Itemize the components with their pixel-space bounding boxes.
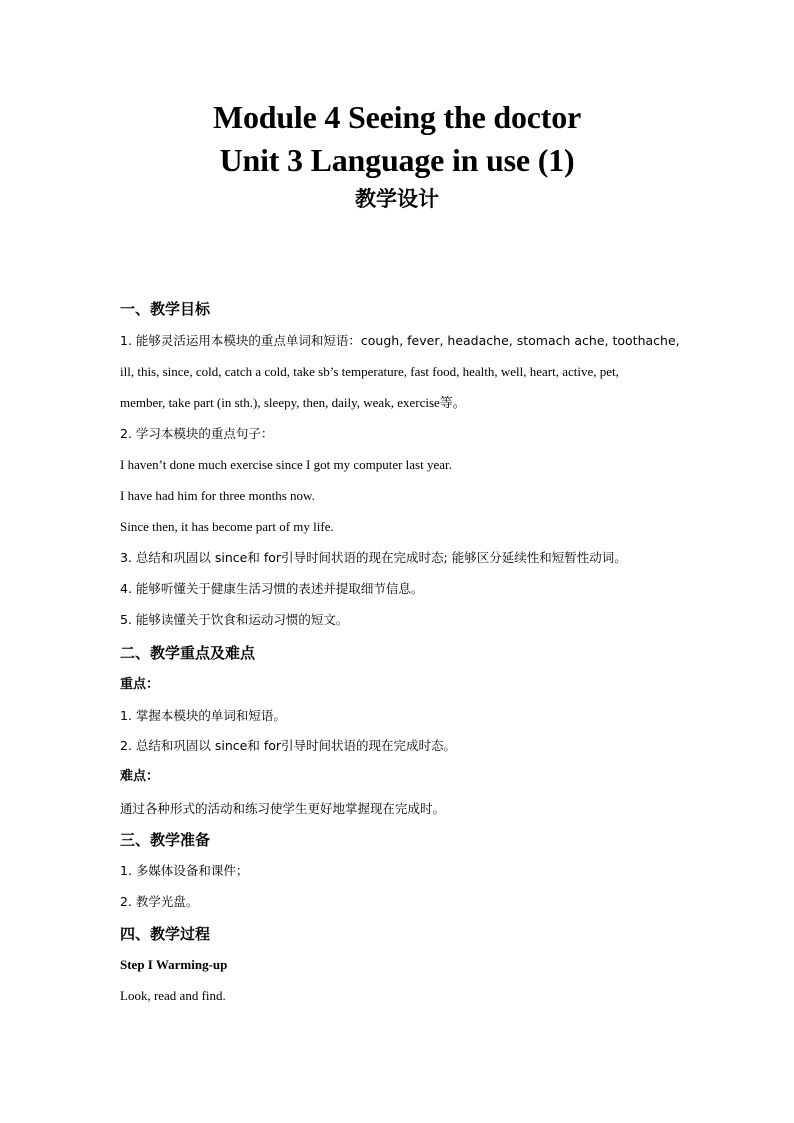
preparation-item-1: 1. 多媒体设备和课件；: [120, 863, 249, 878]
objective-item-1-line-3: member, take part (in sth.), sleepy, then, daily, weak, exercise等。: [120, 395, 466, 410]
objective-item-2: 2. 学习本模块的重点句子：: [120, 426, 274, 441]
objective-item-1-line-2: ill, this, since, cold, catch a cold, take sb’s temperature, fast food, health, well, heart, active, pet,: [120, 364, 619, 379]
key-points-label: 重点：: [120, 677, 160, 692]
objective-item-5: 5. 能够读懂关于饮食和运动习惯的短文。: [120, 612, 349, 627]
section-heading-preparation: 三、教学准备: [120, 831, 211, 849]
objective-item-1-line-1: 1. 能够灵活运用本模块的重点单词和短语：cough, fever, headache, stomach ache, toothache,: [120, 333, 680, 348]
objective-item-3: 3. 总结和巩固以 since和 for引导时间状语的现在完成时态; 能够区分延续性和短暂性动词。: [120, 550, 627, 565]
step-1-instruction: Look, read and find.: [120, 988, 226, 1003]
difficulty-item: 通过各种形式的活动和练习使学生更好地掌握现在完成时。: [120, 801, 446, 816]
document-title-unit: Unit 3 Language in use (1): [219, 142, 575, 178]
key-sentence-3: Since then, it has become part of my life.: [120, 519, 334, 534]
difficulty-label: 难点：: [120, 769, 160, 784]
objective-item-4: 4. 能够听懂关于健康生活习惯的表述并提取细节信息。: [120, 581, 424, 596]
step-1-heading: Step I Warming-up: [120, 957, 228, 972]
document-title-module: Module 4 Seeing the doctor: [212, 99, 582, 135]
key-point-2: 2. 总结和巩固以 since和 for引导时间状语的现在完成时态。: [120, 738, 457, 753]
section-heading-key-points: 二、教学重点及难点: [120, 644, 256, 662]
document-subtitle: 教学设计: [355, 187, 439, 211]
preparation-item-2: 2. 教学光盘。: [120, 894, 199, 909]
key-sentence-1: I haven’t done much exercise since I got my computer last year.: [120, 457, 452, 472]
key-point-1: 1. 掌握本模块的单词和短语。: [120, 708, 286, 723]
key-sentence-2: I have had him for three months now.: [120, 488, 315, 503]
section-heading-process: 四、教学过程: [120, 925, 211, 943]
section-heading-objectives: 一、教学目标: [120, 300, 211, 318]
